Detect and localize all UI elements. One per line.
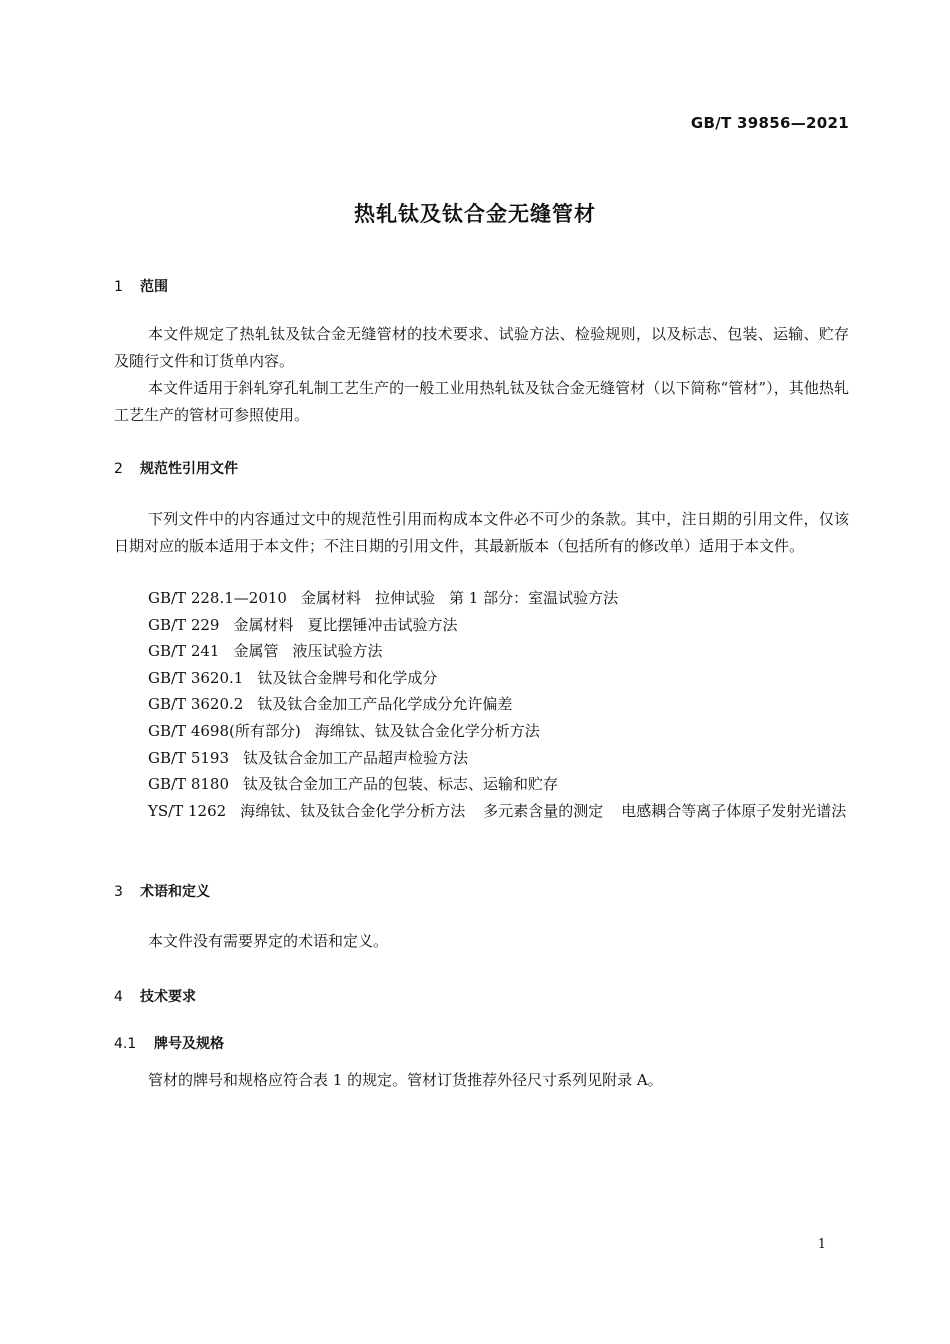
reference-code: GB/T 5193: [148, 749, 230, 767]
reference-title: 钛及钛合金加工产品化学成分允许偏差: [257, 695, 513, 713]
reference-item: [114, 798, 849, 825]
reference-title: 液压试验方法: [292, 642, 383, 660]
reference-code: GB/T 4698(所有部分): [148, 722, 301, 740]
reference-item: [148, 665, 849, 692]
standard-number: GB/T 39856—2021: [690, 114, 849, 132]
reference-title: 多元素含量的测定: [483, 802, 604, 820]
section-number: 3: [114, 884, 123, 900]
reference-code: GB/T 3620.2: [148, 695, 244, 713]
reference-code: GB/T 8180: [148, 775, 230, 793]
section-number: 4.1: [114, 1036, 137, 1052]
reference-code: GB/T 229: [148, 616, 220, 634]
reference-item: [148, 585, 849, 612]
reference-code: GB/T 241: [148, 642, 220, 660]
section-4-heading: [114, 986, 196, 1006]
reference-item: [148, 638, 849, 665]
reference-item: [148, 718, 849, 745]
reference-title: 海绵钛、钛及钛合金化学分析方法: [314, 722, 540, 740]
reference-title: 金属管: [233, 642, 279, 660]
section-number: 1: [114, 279, 123, 295]
section-title: 技术要求: [140, 989, 196, 1005]
section-4-1-heading: [114, 1033, 224, 1053]
reference-code: YS/T 1262: [148, 802, 227, 820]
section-2-intro: 下列文件中的内容通过文中的规范性引用而构成本文件必不可少的条款。其中，注日期的引用文件，仅该日期对应的版本适用于本文件；不注日期的引用文件，其最新版本（包括所有的修改单）适用于本文件。: [114, 510, 849, 555]
reference-code: GB/T 3620.1: [148, 669, 244, 687]
reference-title: 金属材料: [300, 589, 361, 607]
reference-title: 拉伸试验: [374, 589, 435, 607]
reference-code: GB/T 228.1—2010: [148, 589, 287, 607]
section-4-1-paragraph: 管材的牌号和规格应符合表 1 的规定。管材订货推荐外径尺寸系列见附录 A。: [148, 1071, 663, 1089]
reference-title: 钛及钛合金加工产品的包装、标志、运输和贮存: [243, 775, 559, 793]
section-3-heading: [114, 881, 210, 901]
section-title: 术语和定义: [140, 884, 210, 900]
reference-title: 钛及钛合金牌号和化学成分: [257, 669, 438, 687]
section-3-paragraph: 本文件没有需要界定的术语和定义。: [148, 932, 389, 950]
section-1-paragraph-1: 本文件规定了热轧钛及钛合金无缝管材的技术要求、试验方法、检验规则，以及标志、包装、运输、贮存及随行文件和订货单内容。: [114, 325, 849, 370]
section-1-paragraph-2: 本文件适用于斜轧穿孔轧制工艺生产的一般工业用热轧钛及钛合金无缝管材（以下简称“管材”），其他热轧工艺生产的管材可参照使用。: [114, 379, 849, 424]
page-number: 1: [817, 1237, 826, 1252]
section-title: 范围: [140, 279, 168, 295]
reference-title: 海绵钛、钛及钛合金化学分析方法: [240, 802, 466, 820]
reference-item: [148, 771, 849, 798]
section-1-heading: [114, 276, 168, 296]
section-2-heading: [114, 458, 238, 478]
reference-title: 金属材料: [233, 616, 294, 634]
reference-item: [148, 691, 849, 718]
reference-item: [148, 612, 849, 639]
section-number: 4: [114, 989, 123, 1005]
section-title: 规范性引用文件: [140, 461, 238, 477]
reference-title: 电感耦合等离子体原子发射光谱法: [621, 802, 847, 820]
reference-title: 夏比摆锤冲击试验方法: [307, 616, 458, 634]
reference-title: 第 1 部分：室温试验方法: [448, 589, 619, 607]
reference-item: [148, 745, 849, 772]
document-title: 热轧钛及钛合金无缝管材: [354, 202, 596, 226]
section-title: 牌号及规格: [154, 1036, 224, 1052]
section-number: 2: [114, 461, 123, 477]
reference-title: 钛及钛合金加工产品超声检验方法: [243, 749, 469, 767]
